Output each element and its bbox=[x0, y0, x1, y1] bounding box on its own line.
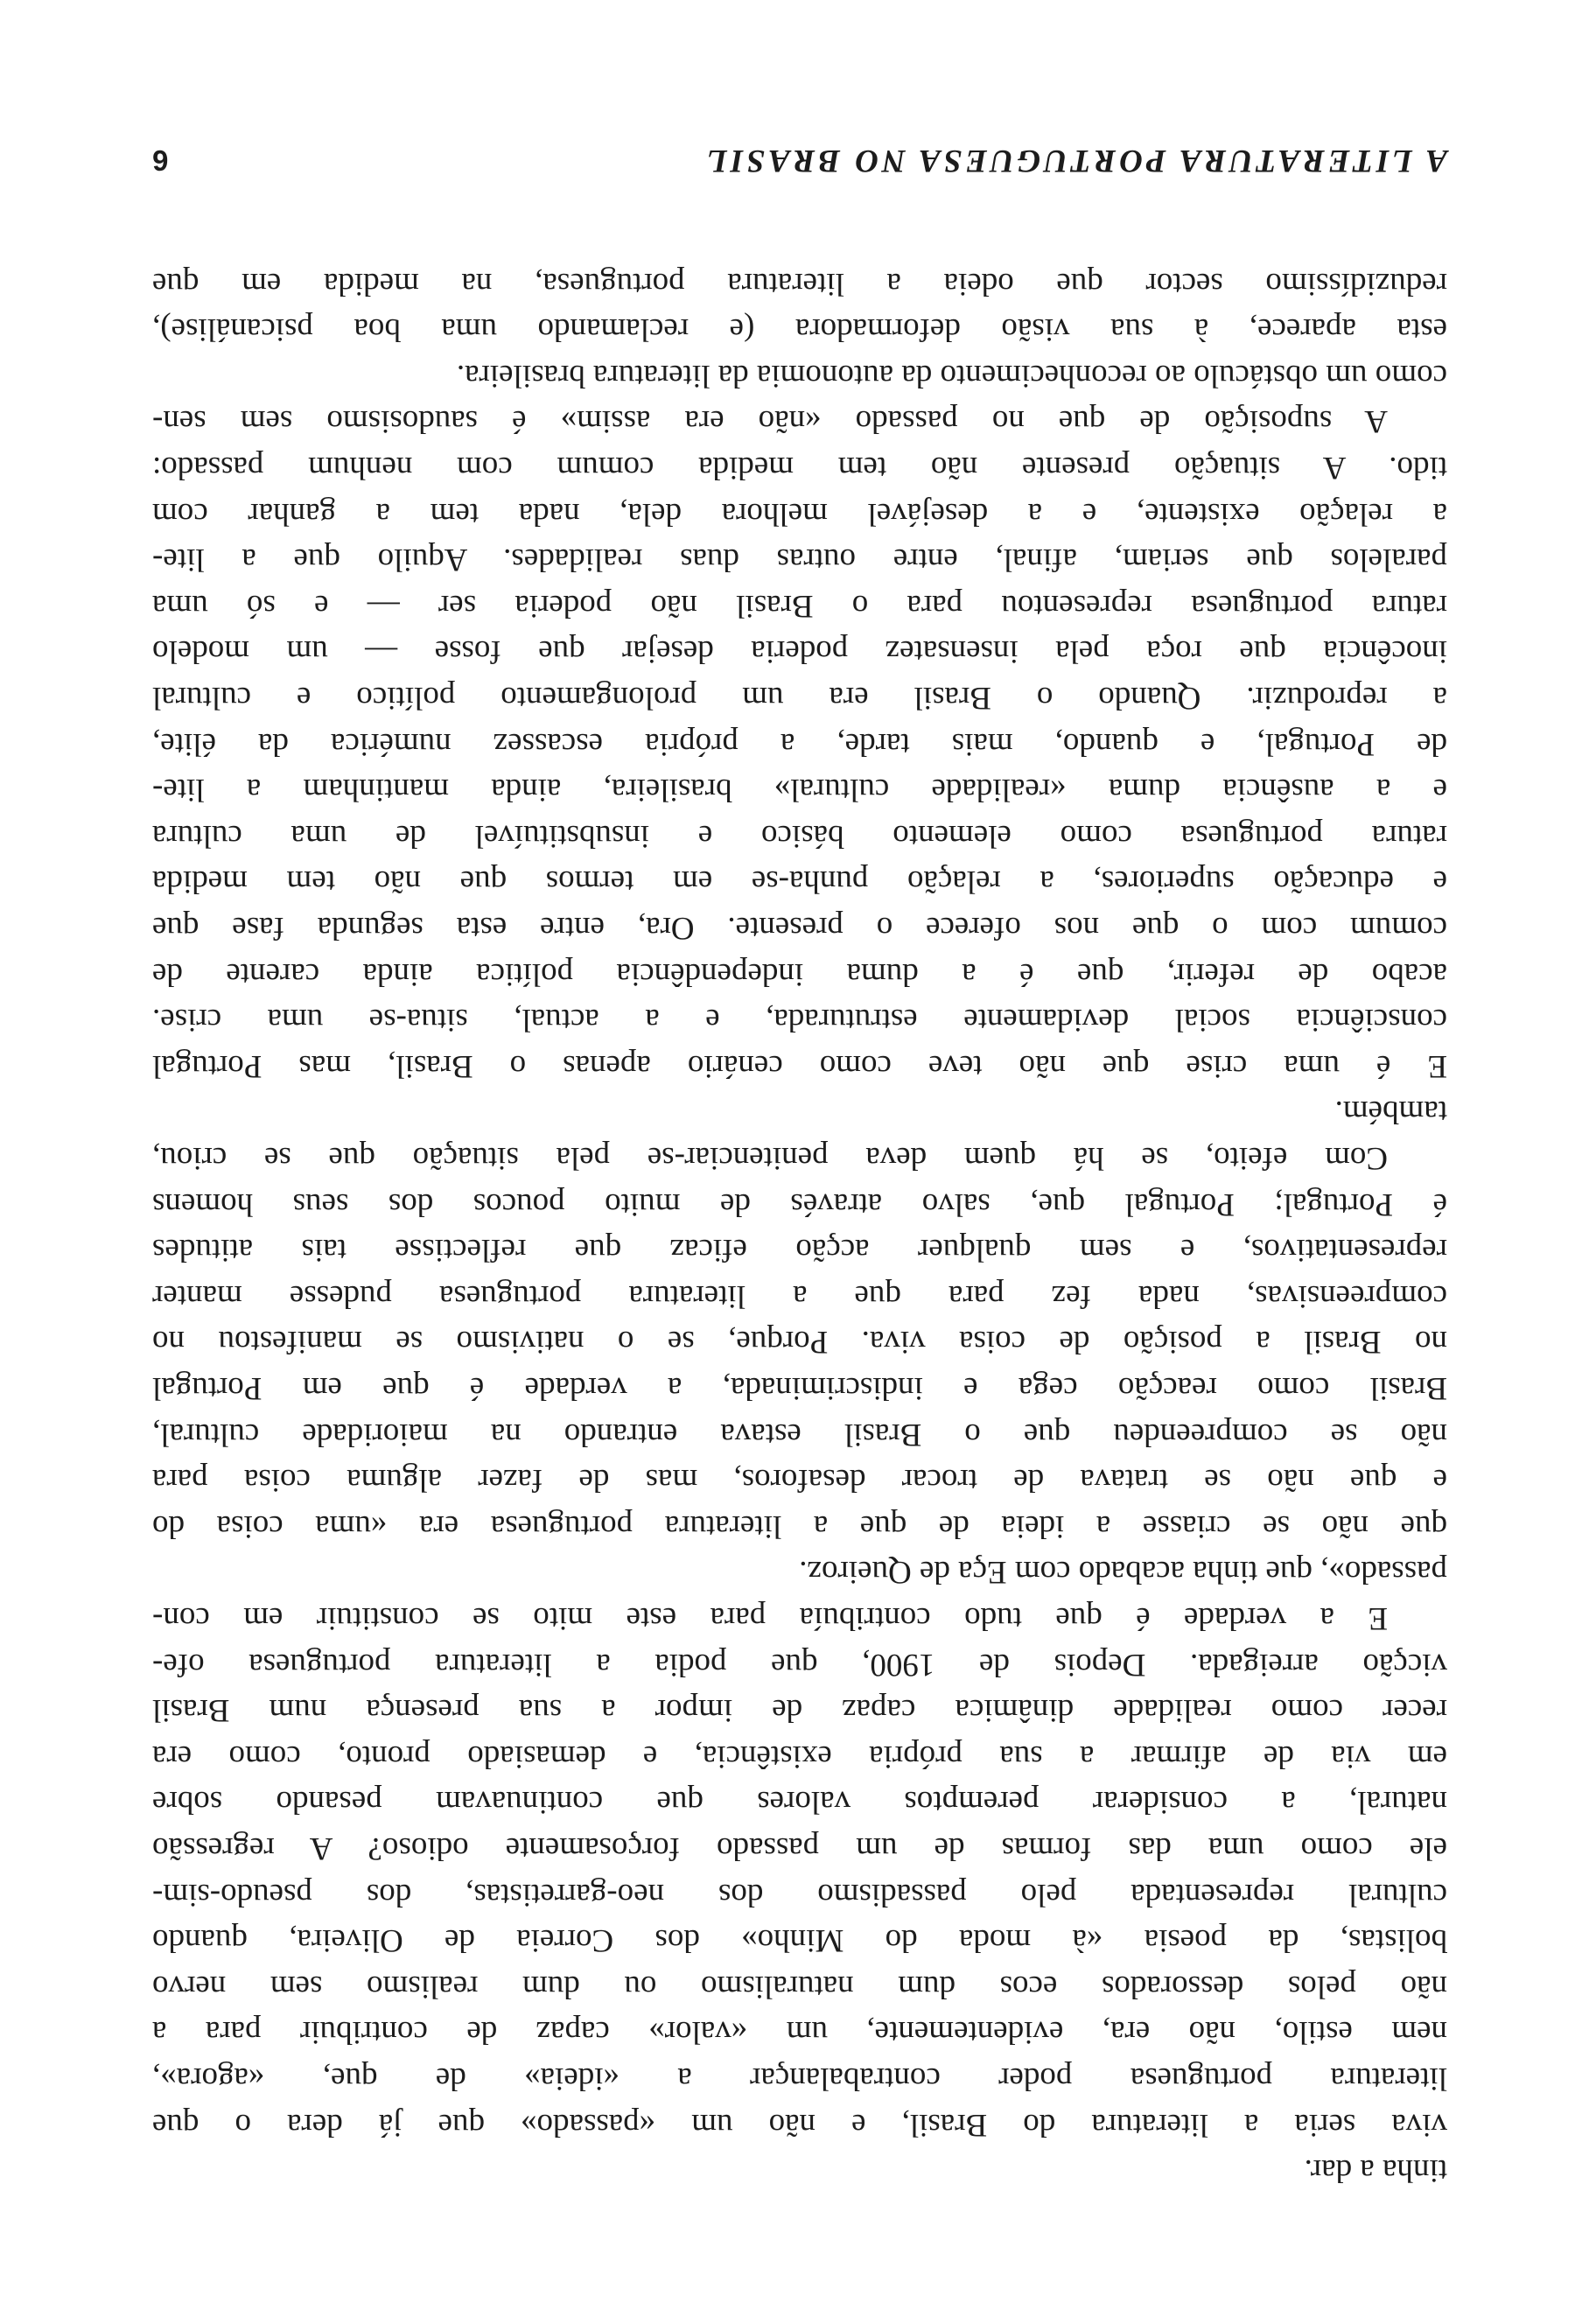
text-line: ele como uma das formas de um passado forçosamente odioso? A regressão bbox=[152, 1830, 1447, 1866]
text-line: não se compreendeu que o Brasil estava entrando na maioridade cultural, bbox=[152, 1416, 1447, 1452]
text-line: tinha a dar. bbox=[1304, 2152, 1447, 2189]
text-line: passado», que tinha acabado com Eça de Queiroz. bbox=[799, 1554, 1447, 1591]
text-line: é Portugal; Portugal que, salvo através de muito poucos dos seus homens bbox=[152, 1186, 1447, 1222]
text-line: compreensivas, nada fez para que a literatura portuguesa pudesse manter bbox=[152, 1278, 1447, 1314]
text-line: recer como realidade dinâmica capaz de impor a sua presença num Brasil bbox=[152, 1692, 1447, 1729]
text-line: bolistas, da poesia «à moda do Minho» dos Correia de Oliveira, quando bbox=[152, 1922, 1447, 1959]
text-line: inocência que roça pela insensatez poderia desejar que fosse — um modelo bbox=[152, 634, 1447, 670]
text-line: E a verdade é que tudo contribuía para este mito se constituir em con- bbox=[152, 1600, 1388, 1636]
text-line: não pelos dessorados ecos dum naturalismo ou dum realismo sem nervo bbox=[152, 1968, 1447, 2005]
text-line: representativos, e sem qualquer acção eficaz que reflectisse tais atitudes bbox=[152, 1232, 1447, 1269]
running-title: A LITERATURA PORTUGUESA NO BRASIL bbox=[704, 143, 1447, 178]
text-line: Brasil como reacção cega e indiscriminada, a verdade é que em Portugal bbox=[152, 1370, 1447, 1406]
text-line: e a ausência duma «realidade cultural» brasileira, ainda mantinham a lite- bbox=[152, 772, 1447, 808]
text-line: também. bbox=[1334, 1094, 1447, 1130]
text-line: paralelos que seriam, afinal, entre outras duas realidades. Aquilo que a lite- bbox=[152, 542, 1447, 578]
text-line: consciência social devidamente estruturada, e a actual, situa-se uma crise. bbox=[152, 1002, 1447, 1039]
text-line: de Portugal, e quando, mais tarde, a própria escassez numérica da élite, bbox=[152, 725, 1447, 762]
text-line: ratura portuguesa representou para o Brasil não poderia ser — e só uma bbox=[152, 587, 1447, 624]
text-line: reduzidíssimo sector que odeia a literatura portuguesa, na medida em que bbox=[152, 265, 1447, 302]
text-line: e educação superiores, a relação punha-se em termos que não tem medida bbox=[152, 864, 1447, 900]
text-line: viva seria a literatura do Brasil, e não um «passado» que já dera o que bbox=[152, 2106, 1447, 2143]
text-line: em via de afirmar a sua própria existência, e demasiado pronto, como era bbox=[152, 1738, 1447, 1774]
text-line: ratura portuguesa como elemento básico e insubstituível de uma cultura bbox=[152, 817, 1447, 854]
text-line: que não se criasse a ideia de que a literatura portuguesa era «uma coisa do bbox=[152, 1508, 1447, 1544]
text-line: a reproduzir. Quando o Brasil era um prolongamento político e cultural bbox=[152, 680, 1447, 716]
text-line: acabo de referir, que é a duma independência política ainda carente de bbox=[152, 956, 1447, 992]
text-line: literatura portuguesa poder contrabalançar a «ideia» de que, «agora», bbox=[152, 2061, 1447, 2096]
text-line: e que não se tratava de trocar desaforos, mas de fazer alguma coisa para bbox=[152, 1462, 1447, 1499]
page-header bbox=[152, 134, 1447, 186]
text-line: a relação existente, e a desejável melhora dela, nada tem a ganhar com bbox=[152, 495, 1447, 532]
text-line: no Brasil a posição de coisa viva. Porque, se o nativismo se manifestou no bbox=[152, 1324, 1447, 1361]
text-line: esta aparece, à sua visão deformadora (e reclamando uma boa psicanálise), bbox=[152, 312, 1447, 348]
text-line: A suposição de que no passado «não era assim» é saudosismo sem sen- bbox=[152, 403, 1388, 440]
page-number: 6 bbox=[152, 144, 169, 177]
text-line: tido. A situação presente não tem medida comum com nenhum passado: bbox=[152, 450, 1447, 486]
text-line: nem estilo, não era, evidentemente, um «valor» capaz de contribuir para a bbox=[152, 2014, 1447, 2051]
text-line: como um obstáculo ao reconhecimento da autonomia da literatura brasileira. bbox=[456, 357, 1447, 394]
text-line: Com efeito, se há quem deva penitenciar-se pela situação que se criou, bbox=[152, 1140, 1388, 1176]
text-line: natural, a considerar peremptos valores que continuavam pesando sobre bbox=[152, 1784, 1447, 1821]
text-line: cultural representada pelo passadismo dos neo-garretistas, dos pseudo-sim- bbox=[152, 1876, 1447, 1913]
text-line: comum com o que nos oferece o presente. Ora, entre esta segunda fase que bbox=[152, 910, 1447, 946]
text-line: vicção arreigada. Depois de 1900, que podia a literatura portuguesa ofe- bbox=[152, 1646, 1447, 1683]
text-line: E é uma crise que não teve como cenário apenas o Brasil, mas Portugal bbox=[152, 1047, 1447, 1084]
